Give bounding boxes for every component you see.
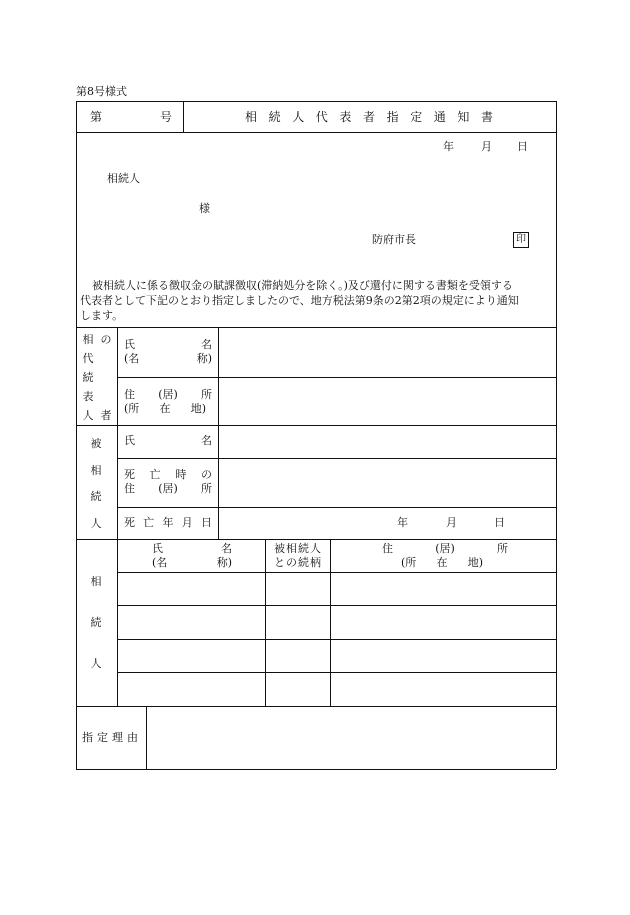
deceased-address-field[interactable] [219,459,555,506]
rep-address-field[interactable] [219,378,555,425]
dd-char: 月 [181,516,193,529]
frame-left [76,101,77,769]
rep-address-char: (居) [158,388,178,401]
reason-label: 指定理由 [82,731,142,744]
rep-address-sub-char: 地) [190,402,206,415]
hn-sub-char: 称) [216,556,232,569]
heir-1-name[interactable] [118,573,264,604]
rep-side-char [101,388,112,404]
heirs-top-line [76,539,556,540]
notice-line-3: します。 [80,309,124,322]
issuer-name: 防府市長 [372,233,416,246]
addressee-honorific: 様 [199,202,210,215]
rep-name-field[interactable] [219,328,555,376]
heirs-side-char: 相 [90,574,102,588]
rep-side-char: 続 [82,370,94,384]
heirs-col-relation-1: 被相続人 [274,542,322,555]
ha-char: 住 [382,542,393,555]
ha-sub-char: 地) [467,556,483,569]
deceased-date-label [124,516,212,530]
heir-2-relation[interactable] [266,606,329,638]
deceased-side-char: 人 [90,516,102,530]
deceased-address-line1 [124,468,212,482]
form-label: 第8号様式 [76,85,127,98]
da-char: (居) [158,482,178,495]
rep-address-sub-char: (所 [124,402,140,415]
dd-char: 死 [124,516,135,529]
deceased-date-field[interactable] [219,508,389,538]
reason-field[interactable] [147,707,555,768]
rep-name-sub-char: (名 [124,352,140,365]
rep-side-char [101,369,112,385]
deceased-side-char: 相 [90,463,102,477]
rep-name-label [124,338,212,352]
heirs-side-char: 人 [90,657,102,671]
hn-char: 名 [221,542,232,555]
heir-4-address[interactable] [331,673,555,705]
heir-3-address[interactable] [331,640,555,671]
number-suffix: 号 [160,110,173,124]
hn-char: 氏 [152,542,163,555]
header-divider [76,132,556,133]
ha-sub-char: (所 [401,556,417,569]
frame-top [76,101,556,102]
ha-char: (居) [435,542,455,555]
rep-name-char: 名 [201,338,212,351]
rep-side-char: 表 [82,389,94,403]
deceased-name-label [124,434,212,448]
heirs-col-address-sub [401,556,483,570]
notice-line-2: 代表者として下記のとおり指定しましたので、地方税法第9条の2第2項の規定により通知 [80,294,519,307]
number-prefix: 第 [90,110,103,124]
heirs-side-label [86,560,106,684]
rep-address-char: 住 [124,388,135,401]
heir-2-name[interactable] [118,606,264,638]
da-char: 住 [124,482,135,495]
deceased-side-char: 続 [90,490,102,504]
rep-address-char: 所 [201,388,212,401]
deceased-date-month: 月 [446,516,457,529]
date-month: 月 [481,140,492,153]
heirs-col-relation-2: との続柄 [274,556,322,569]
rep-side-col-2 [98,330,114,424]
rep-side-col-1 [80,330,96,424]
rep-name-sub [124,352,212,366]
rep-side-char: 人 [82,408,94,422]
heir-4-name[interactable] [118,673,264,705]
heir-3-relation[interactable] [266,640,329,671]
deceased-address-line2 [124,482,212,496]
heir-1-relation[interactable] [266,573,329,604]
rep-side-char: の [100,333,112,347]
da-char: の [200,468,212,481]
da-char: 死 [124,468,135,481]
heirs-col-name-sub [152,556,232,570]
notice-line-1: 被相続人に係る徴収金の賦課徴収(滞納処分を除く。)及び還付に関する書類を受領する [92,279,513,292]
date-day: 日 [517,140,528,153]
rep-side-char: 相 [82,333,94,347]
ha-char: 所 [497,542,508,555]
heir-2-address[interactable] [331,606,555,638]
rep-address-sub [124,402,206,416]
rep-name-sub-char: 称) [196,352,212,365]
deceased-name-char: 名 [201,434,212,447]
heirs-col-name [152,542,232,556]
frame-right [556,101,557,769]
deceased-name-field[interactable] [219,426,555,457]
heir-4-relation[interactable] [266,673,329,705]
document-title: 相続人代表者指定通知書 [245,110,505,124]
rep-side-char: 代 [82,352,94,366]
deceased-side-char: 被 [90,437,102,451]
da-char: 所 [201,482,212,495]
rep-side-char [101,350,112,366]
dd-char: 年 [162,516,174,529]
hn-sub-char: (名 [152,556,168,569]
dd-char: 亡 [143,516,155,529]
rep-side-char: 者 [100,408,112,422]
heirs-side-char: 続 [90,615,102,629]
heir-3-name[interactable] [118,640,264,671]
dd-char: 日 [201,516,212,529]
da-char: 亡 [149,468,161,481]
seal-mark: 印 [513,232,529,248]
da-char: 時 [175,468,187,481]
deceased-date-day: 日 [494,516,505,529]
date-year: 年 [443,140,454,153]
rep-address-sub-char: 在 [159,402,171,415]
rep-name-char: 氏 [124,338,135,351]
frame-bottom [76,769,556,770]
header-vdivider [183,101,184,132]
deceased-side-label [86,430,106,536]
heirs-col-address [382,542,508,556]
rep-address-label [124,388,212,402]
addressee-label: 相続人 [107,172,140,185]
deceased-date-year: 年 [397,516,408,529]
ha-sub-char: 在 [436,556,448,569]
deceased-name-char: 氏 [124,434,135,447]
heir-1-address[interactable] [331,573,555,604]
